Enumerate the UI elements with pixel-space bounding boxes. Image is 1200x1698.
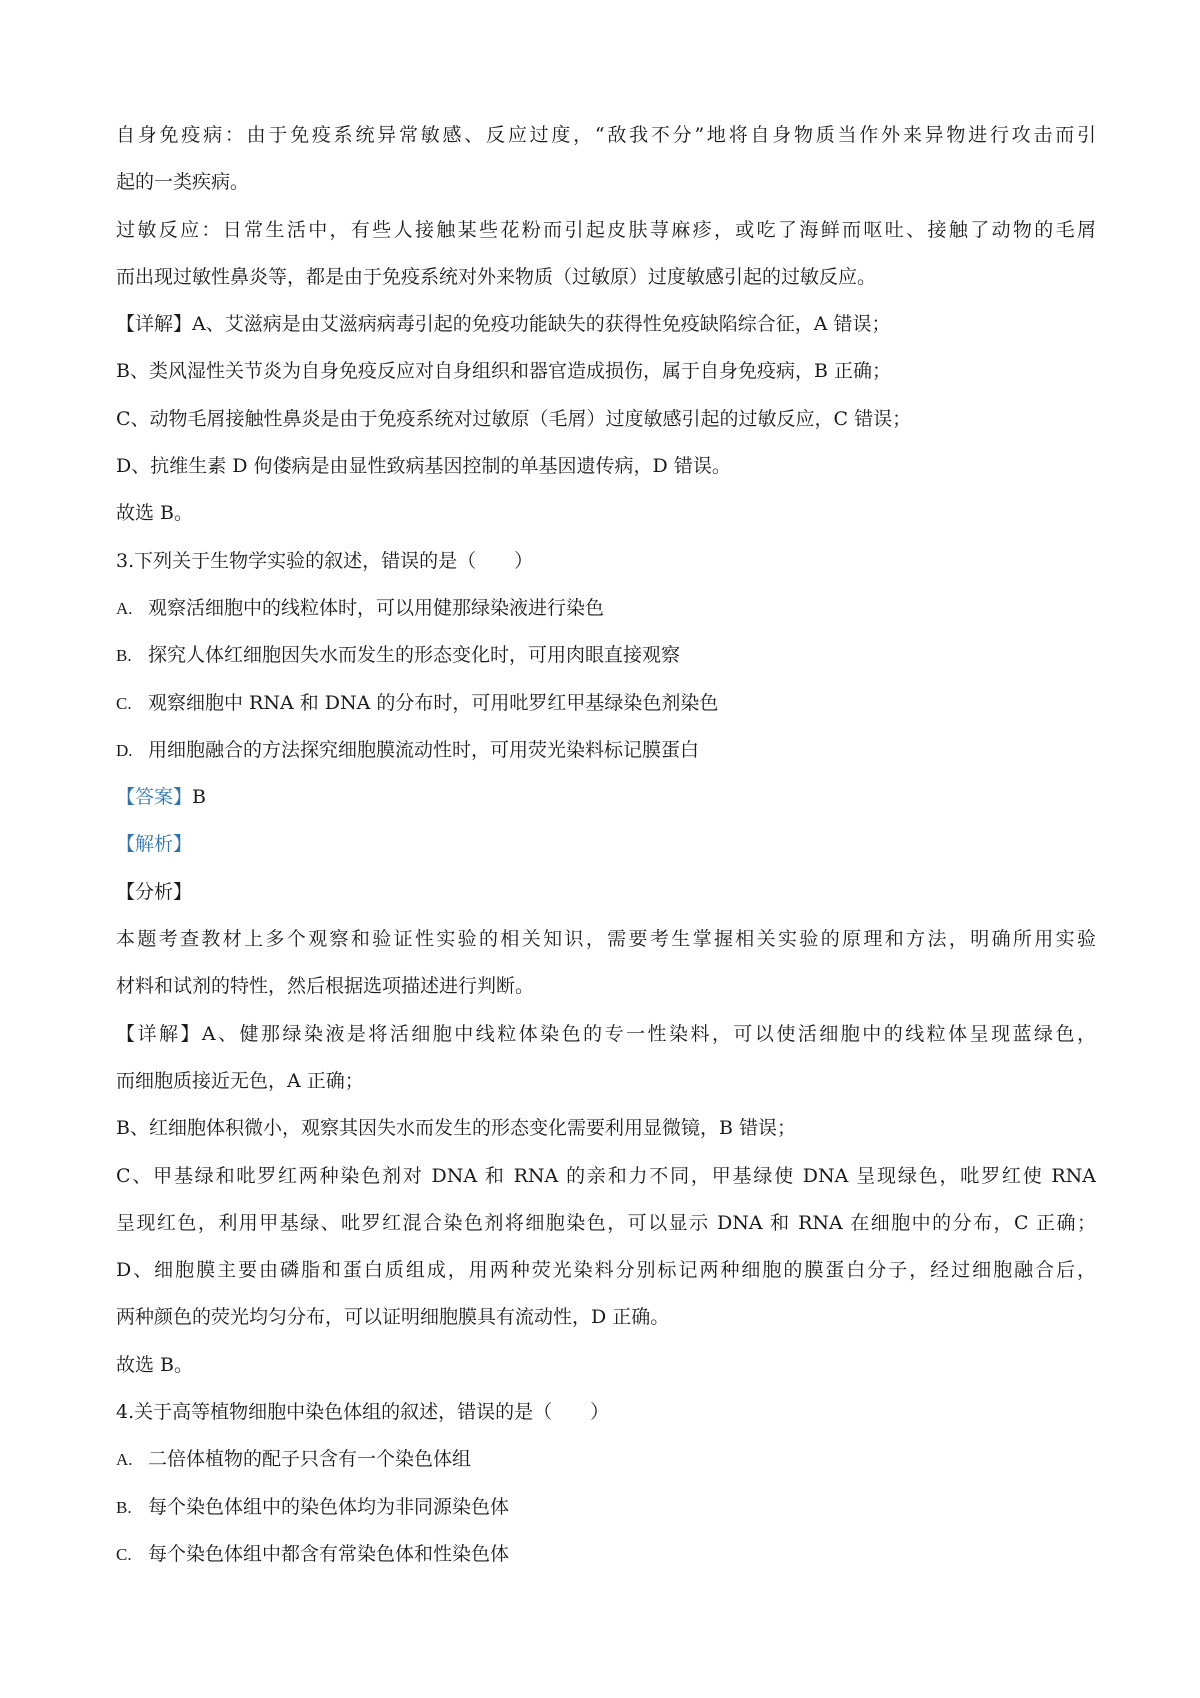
q4-stem: 4.关于高等植物细胞中染色体组的叙述，错误的是（ ） <box>116 1401 610 1424</box>
q3-answer <box>116 774 1096 821</box>
q2-detail-c: C、动物毛屑接触性鼻炎是由于免疫系统对过敏原（毛屑）过度敏感引起的过敏反应，C 错误； <box>116 407 912 430</box>
document-page <box>116 112 1096 1578</box>
option-text: 用细胞融合的方法探究细胞膜流动性时，可用荧光染料标记膜蛋白 <box>148 738 700 761</box>
allergy-line-2: 而出现过敏性鼻炎等，都是由于免疫系统对外来物质（过敏原）过度敏感引起的过敏反应。 <box>116 265 877 288</box>
q3-detail-6: D、细胞膜主要由磷脂和蛋白质组成，用两种荧光染料分别标记两种细胞的膜蛋白分子，经过细胞融合后， <box>116 1259 1096 1282</box>
option-label: C. <box>116 1544 132 1564</box>
q3-detail-2: 而细胞质接近无色，A 正确； <box>116 1069 364 1092</box>
autoimmune-line-1: 自身免疫病：由于免疫系统异常敏感、反应过度，“敌我不分”地将自身物质当作外来异物进行攻击而引 <box>116 124 1096 146</box>
q3-option-d <box>116 727 1096 774</box>
option-text: 每个染色体组中都含有常染色体和性染色体 <box>148 1542 510 1565</box>
option-text: 观察活细胞中的线粒体时，可以用健那绿染液进行染色 <box>148 596 605 619</box>
q2-detail-d: D、抗维生素 D 佝偻病是由显性致病基因控制的单基因遗传病，D 错误。 <box>116 455 731 478</box>
q3-fenxi-tag: 【分析】 <box>116 880 193 903</box>
q3-detail-4: C、甲基绿和吡罗红两种染色剂对 DNA 和 RNA 的亲和力不同，甲基绿使 DNA 呈现绿色，吡罗红使 RNA <box>116 1164 1096 1187</box>
autoimmune-line-2: 起的一类疾病。 <box>116 171 250 194</box>
option-label: A. <box>116 1450 133 1470</box>
option-text: 观察细胞中 RNA 和 DNA 的分布时，可用吡罗红甲基绿染色剂染色 <box>148 691 719 714</box>
q3-detail-1: 【详解】A、健那绿染液是将活细胞中线粒体染色的专一性染料，可以使活细胞中的线粒体呈现蓝绿色， <box>116 1022 1096 1045</box>
q3-detail-3: B、红细胞体积微小，观察其因失水而发生的形态变化需要利用显微镜，B 错误； <box>116 1117 796 1140</box>
q2-detail-a: 【详解】A、艾滋病是由艾滋病病毒引起的免疫功能缺失的获得性免疫缺陷综合征，A 错误； <box>116 313 891 336</box>
q4-option-a <box>116 1436 1096 1483</box>
option-label: A. <box>116 598 133 618</box>
option-label: B. <box>116 646 132 666</box>
q3-choice: 故选 B。 <box>116 1353 194 1376</box>
answer-value: B <box>192 786 206 809</box>
q3-fenxi-line-1: 本题考查教材上多个观察和验证性实验的相关知识，需要考生掌握相关实验的原理和方法，明确所用实验 <box>116 928 1096 951</box>
option-label: C. <box>116 693 132 713</box>
q3-option-a <box>116 585 1096 632</box>
q3-detail-5: 呈现红色，利用甲基绿、吡罗红混合染色剂将细胞染色，可以显示 DNA 和 RNA 在细胞中的分布，C 正确； <box>116 1211 1096 1234</box>
q2-choice: 故选 B。 <box>116 502 194 525</box>
q3-detail-7: 两种颜色的荧光均匀分布，可以证明细胞膜具有流动性，D 正确。 <box>116 1306 670 1329</box>
q3-analysis-tag: 【解析】 <box>116 833 193 856</box>
q3-fenxi-line-2: 材料和试剂的特性，然后根据选项描述进行判断。 <box>116 975 535 998</box>
option-text: 二倍体植物的配子只含有一个染色体组 <box>148 1448 472 1471</box>
q2-detail-b: B、类风湿性关节炎为自身免疫反应对自身组织和器官造成损伤，属于自身免疫病，B 正确； <box>116 360 891 383</box>
q3-stem: 3.下列关于生物学实验的叙述，错误的是（ ） <box>116 549 534 572</box>
allergy-line-1: 过敏反应：日常生活中，有些人接触某些花粉而引起皮肤荨麻疹，或吃了海鲜而呕吐、接触了动物的毛屑 <box>116 218 1096 241</box>
option-text: 每个染色体组中的染色体均为非同源染色体 <box>148 1495 510 1518</box>
q3-option-c <box>116 680 1096 727</box>
option-label: D. <box>116 740 133 760</box>
q4-option-c <box>116 1531 1096 1578</box>
q4-option-b <box>116 1484 1096 1531</box>
option-text: 探究人体红细胞因失水而发生的形态变化时，可用肉眼直接观察 <box>148 644 681 667</box>
option-label: B. <box>116 1497 132 1517</box>
answer-tag: 【答案】 <box>116 786 193 809</box>
q3-option-b <box>116 632 1096 679</box>
